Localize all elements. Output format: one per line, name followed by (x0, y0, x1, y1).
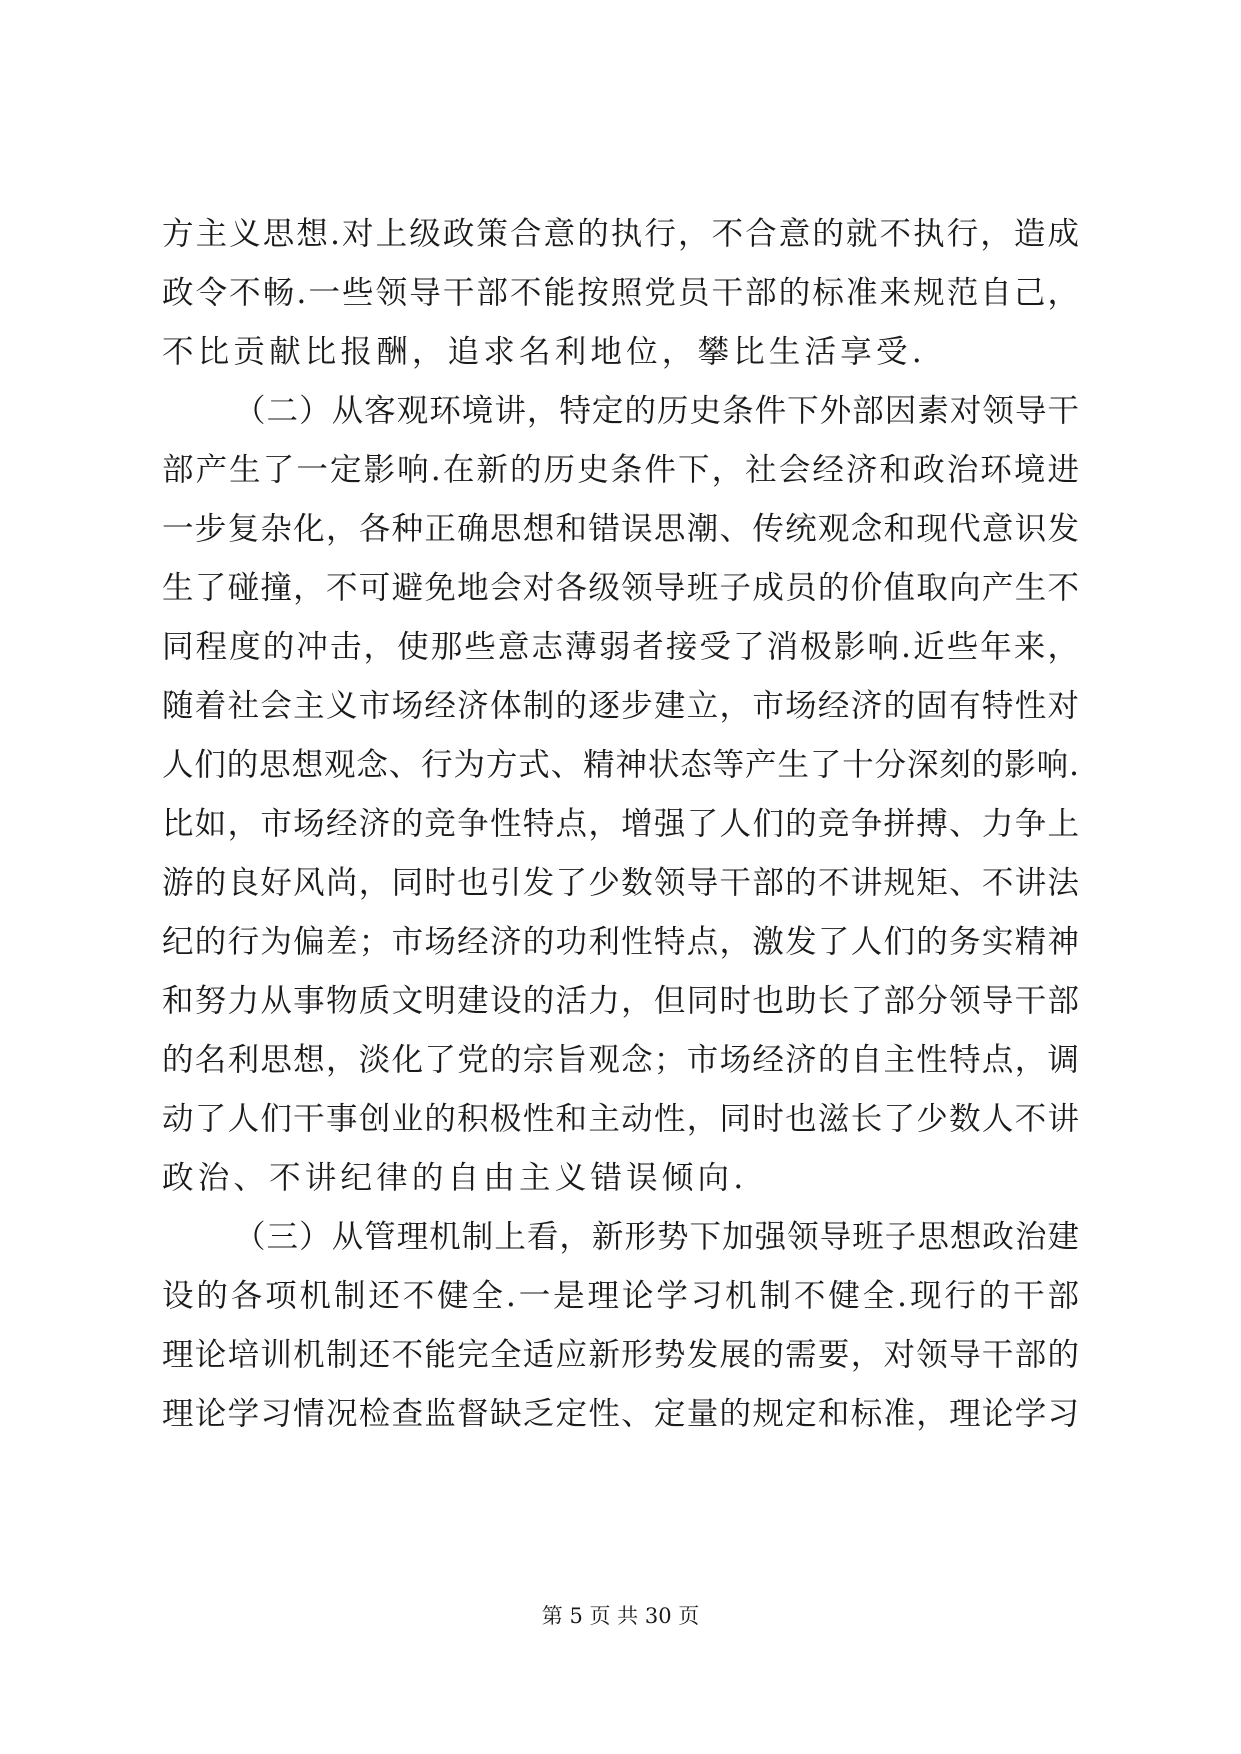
text-line: 一步复杂化，各种正确思想和错误思潮、传统观念和现代意识发 (162, 511, 1079, 547)
text-line: 人们的思想观念、行为方式、精神状态等产生了十分深刻的影响. (162, 747, 1079, 783)
text-line: 部产生了一定影响.在新的历史条件下，社会经济和政治环境进 (162, 452, 1079, 488)
text-line: 纪的行为偏差；市场经济的功利性特点，激发了人们的务实精神 (162, 924, 1079, 960)
text-line: 的名利思想，淡化了党的宗旨观念；市场经济的自主性特点，调 (162, 1042, 1079, 1078)
text-line: 理论培训机制还不能完全适应新形势发展的需要，对领导干部的 (162, 1337, 1079, 1373)
paragraph-start-line: （二）从客观环境讲，特定的历史条件下外部因素对领导干 (234, 393, 1079, 429)
text-line: 方主义思想.对上级政策合意的执行，不合意的就不执行，造成 (162, 216, 1079, 252)
text-line: 设的各项机制还不健全.一是理论学习机制不健全.现行的干部 (162, 1278, 1079, 1314)
text-line: 生了碰撞，不可避免地会对各级领导班子成员的价值取向产生不 (162, 570, 1079, 606)
text-line: 不比贡献比报酬，追求名利地位，攀比生活享受. (162, 334, 926, 370)
text-line: 同程度的冲击，使那些意志薄弱者接受了消极影响.近些年来， (162, 629, 1079, 665)
paragraph-start-line: （三）从管理机制上看，新形势下加强领导班子思想政治建 (234, 1219, 1079, 1255)
text-line: 游的良好风尚，同时也引发了少数领导干部的不讲规矩、不讲法 (162, 865, 1079, 901)
page-number-footer: 第 5 页 共 30 页 (541, 1604, 700, 1628)
text-line: 和努力从事物质文明建设的活力，但同时也助长了部分领导干部 (162, 983, 1079, 1019)
text-line: 理论学习情况检查监督缺乏定性、定量的规定和标准，理论学习 (162, 1396, 1079, 1432)
text-line: 动了人们干事创业的积极性和主动性，同时也滋长了少数人不讲 (162, 1101, 1079, 1137)
text-line: 随着社会主义市场经济体制的逐步建立，市场经济的固有特性对 (162, 688, 1079, 724)
text-line: 政治、不讲纪律的自由主义错误倾向. (162, 1160, 748, 1196)
text-line: 比如，市场经济的竞争性特点，增强了人们的竞争拼搏、力争上 (162, 806, 1079, 842)
text-line: 政令不畅.一些领导干部不能按照党员干部的标准来规范自己， (162, 275, 1079, 311)
